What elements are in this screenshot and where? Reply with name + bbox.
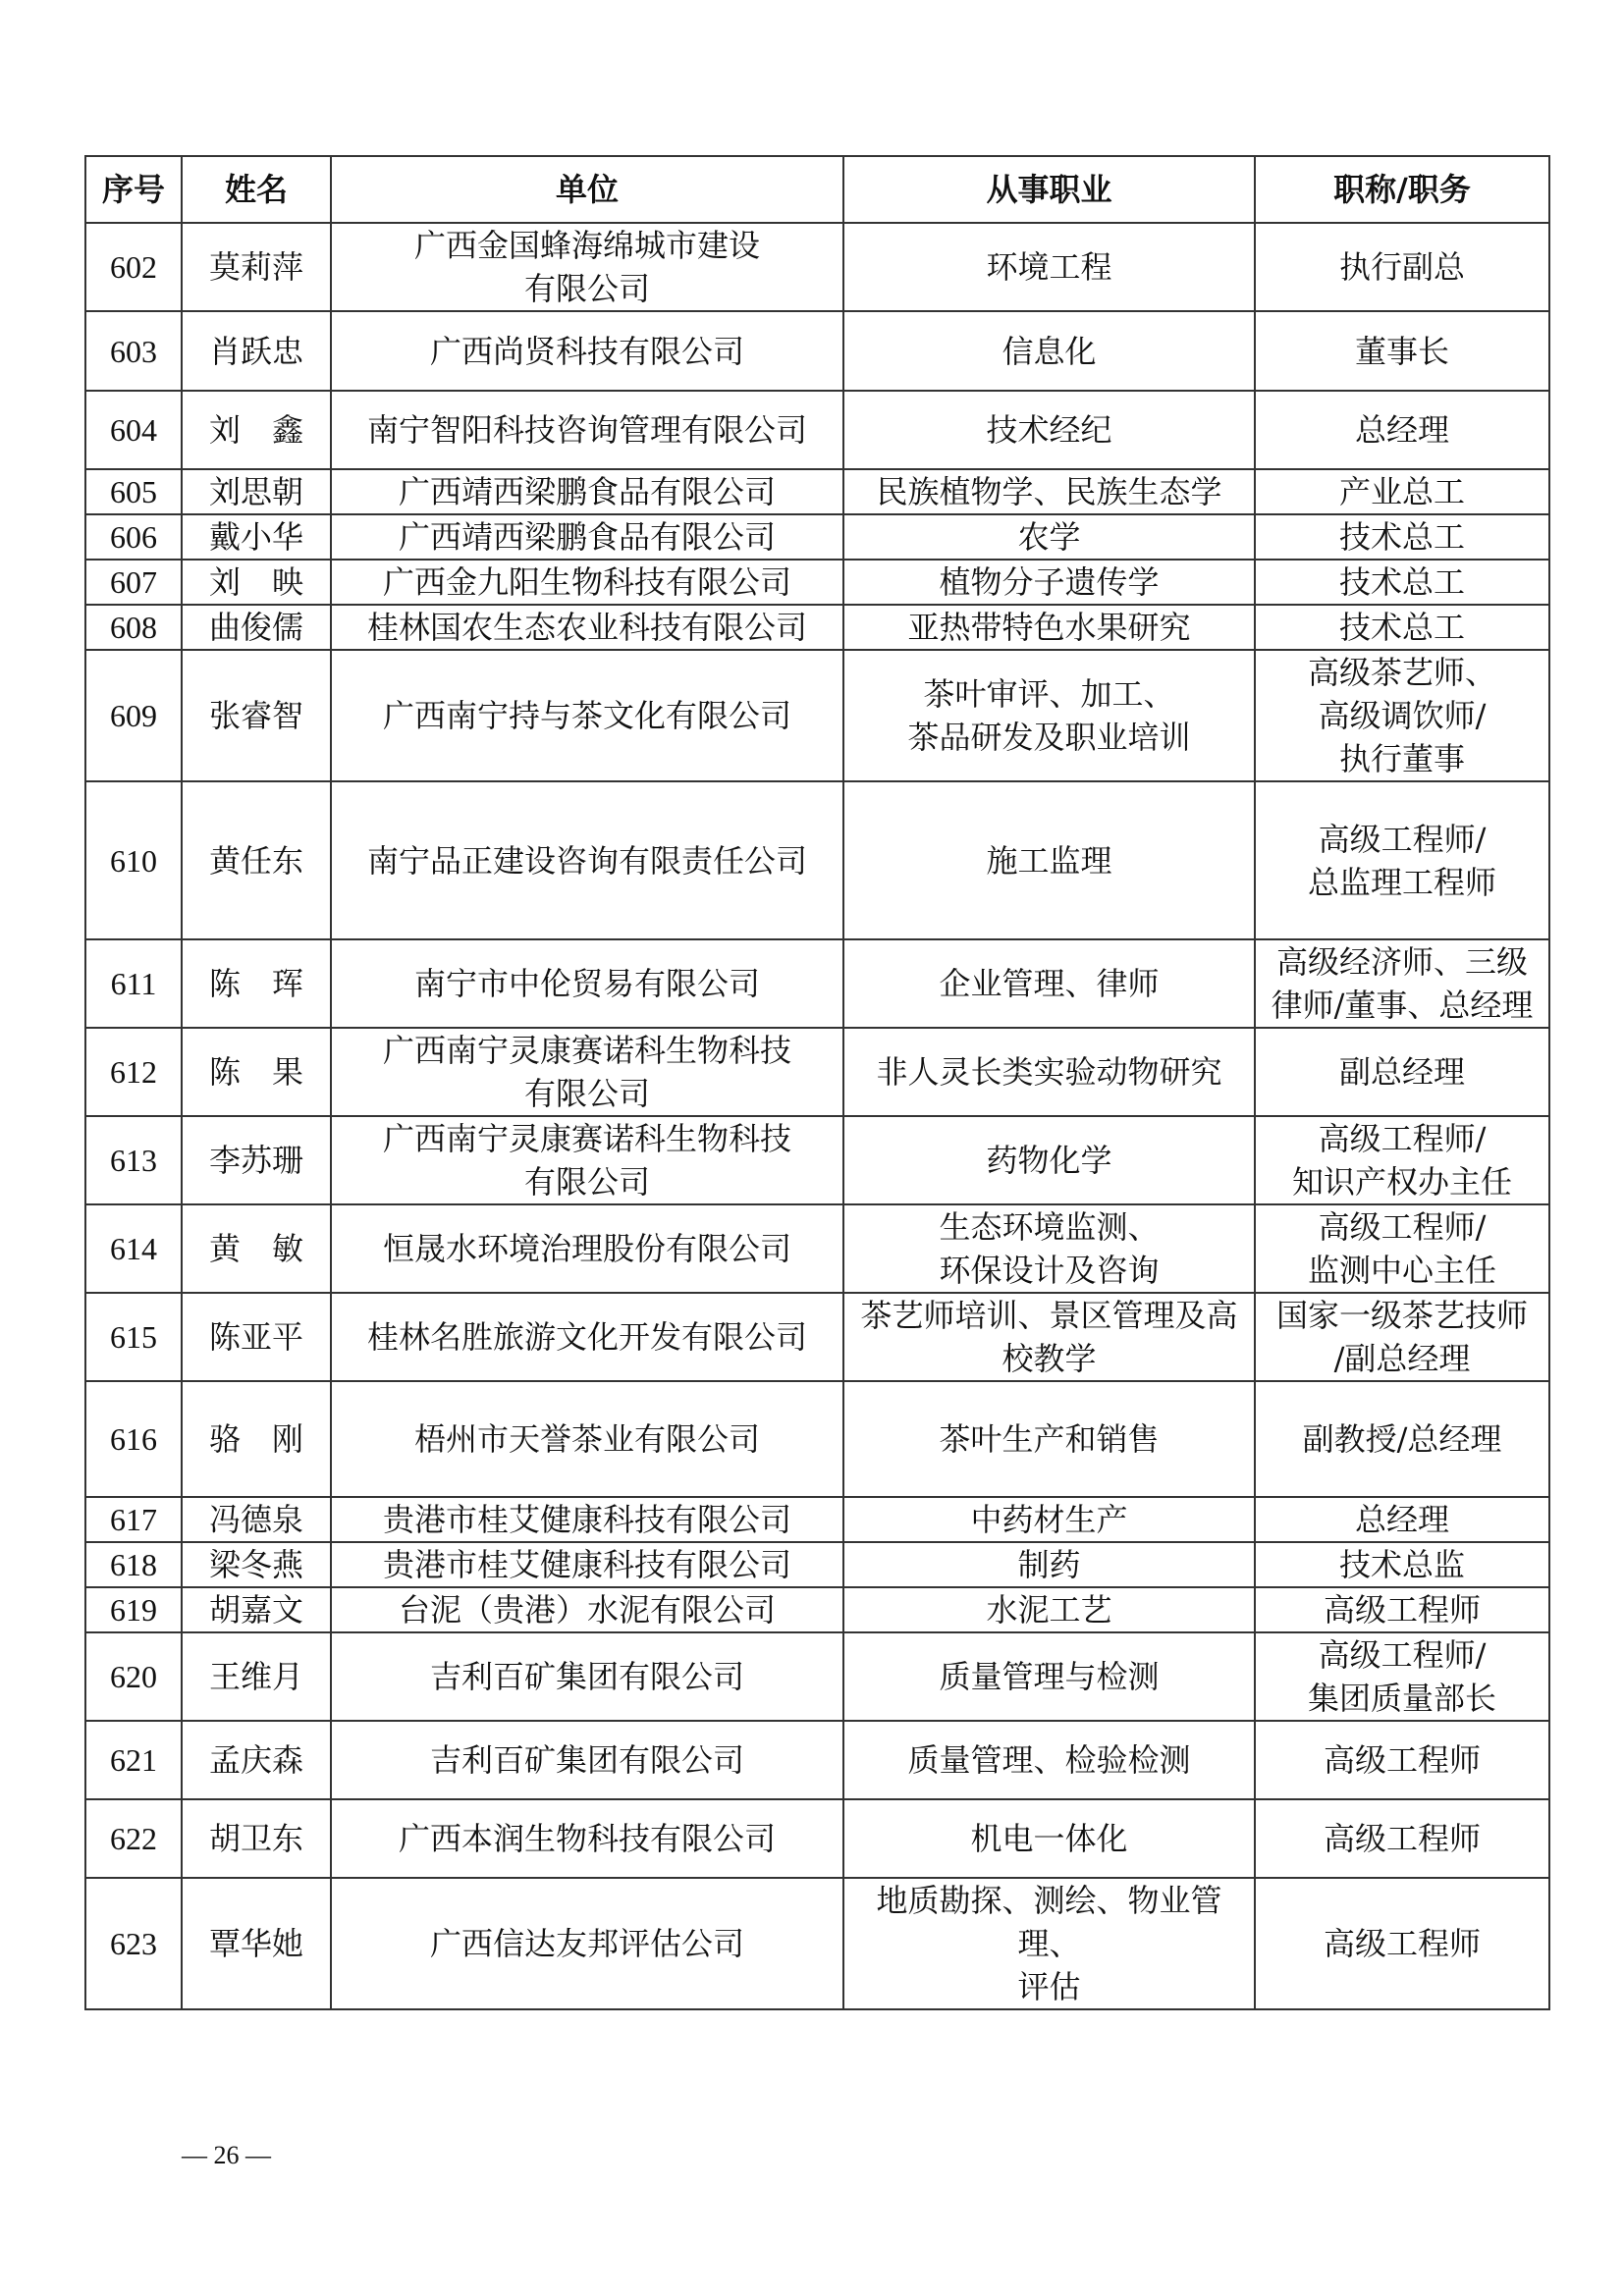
- cell-occupation: [843, 650, 1255, 781]
- cell-unit: [331, 1497, 843, 1542]
- cell-unit: [331, 781, 843, 939]
- cell-title-position: [1255, 469, 1549, 514]
- table-row: [85, 1799, 1549, 1878]
- cell-occupation: [843, 1116, 1255, 1204]
- cell-unit-line: 广西靖西梁鹏食品有限公司: [398, 473, 776, 510]
- cell-occupation: [843, 391, 1255, 469]
- cell-occupation-line: 评估: [1017, 1968, 1081, 2005]
- page-number: — 26 —: [182, 2141, 271, 2169]
- cell-name: 刘 鑫: [182, 391, 331, 469]
- cell-title-position: [1255, 223, 1549, 311]
- cell-serial-number: 605: [85, 469, 182, 514]
- cell-occupation-line: 环保设计及咨询: [939, 1252, 1160, 1289]
- cell-unit-line: 广西信达友邦评估公司: [429, 1925, 744, 1962]
- cell-serial-number: 616: [85, 1381, 182, 1497]
- cell-occupation-line: 质量管理与检测: [939, 1658, 1160, 1695]
- cell-unit: [331, 223, 843, 311]
- cell-name: 刘 映: [182, 560, 331, 605]
- table-row: [85, 650, 1549, 781]
- cell-occupation-line: 环境工程: [986, 248, 1112, 286]
- cell-unit-line: 台泥（贵港）水泥有限公司: [398, 1591, 776, 1629]
- cell-title-position-line: 高级调饮师/: [1318, 697, 1487, 734]
- cell-title-position: [1255, 1381, 1549, 1497]
- cell-title-position: [1255, 560, 1549, 605]
- cell-unit-line: 有限公司: [523, 270, 650, 307]
- cell-title-position: [1255, 781, 1549, 939]
- cell-occupation: [843, 1721, 1255, 1799]
- cell-title-position-line: 执行副总: [1338, 248, 1465, 286]
- cell-title-position-line: 高级工程师/: [1318, 820, 1487, 858]
- cell-unit: [331, 1293, 843, 1381]
- cell-name: 胡嘉文: [182, 1587, 331, 1632]
- cell-unit: [331, 1116, 843, 1204]
- table-row: [85, 1721, 1549, 1799]
- cell-occupation-line: 茶品研发及职业培训: [907, 719, 1191, 756]
- cell-occupation: [843, 514, 1255, 560]
- cell-title-position: [1255, 1028, 1549, 1116]
- cell-unit-line: 广西南宁灵康赛诺科生物科技: [382, 1032, 791, 1069]
- cell-serial-number: 610: [85, 781, 182, 939]
- cell-title-position: [1255, 1542, 1549, 1587]
- cell-title-position-line: 高级工程师: [1323, 1591, 1481, 1629]
- cell-occupation: [843, 1028, 1255, 1116]
- cell-occupation: [843, 939, 1255, 1028]
- cell-serial-number: 617: [85, 1497, 182, 1542]
- cell-unit-line: 南宁智阳科技咨询管理有限公司: [366, 411, 807, 449]
- cell-serial-number: 603: [85, 311, 182, 391]
- cell-title-position: [1255, 1204, 1549, 1293]
- cell-title-position: [1255, 1632, 1549, 1721]
- cell-occupation-line: 茶艺师培训、景区管理及高: [860, 1297, 1238, 1334]
- cell-serial-number: 613: [85, 1116, 182, 1204]
- cell-title-position-line: 高级茶艺师、: [1307, 654, 1496, 691]
- cell-name: 李苏珊: [182, 1116, 331, 1204]
- table-row: [85, 1587, 1549, 1632]
- cell-unit-line: 南宁市中伦贸易有限公司: [413, 965, 760, 1002]
- table-row: [85, 1293, 1549, 1381]
- cell-serial-number: 619: [85, 1587, 182, 1632]
- cell-serial-number: 602: [85, 223, 182, 311]
- cell-occupation-line: 植物分子遗传学: [939, 563, 1160, 601]
- cell-title-position-line: 技术总工: [1338, 563, 1465, 601]
- cell-title-position-line: 知识产权办主任: [1291, 1163, 1512, 1201]
- cell-unit: [331, 1632, 843, 1721]
- cell-unit-line: 贵港市桂艾健康科技有限公司: [382, 1546, 791, 1583]
- cell-unit: [331, 650, 843, 781]
- header-name: 姓名: [182, 156, 331, 223]
- cell-occupation-line: 水泥工艺: [986, 1591, 1112, 1629]
- table-body: [85, 223, 1549, 2009]
- cell-name: 刘思朝: [182, 469, 331, 514]
- cell-occupation: [843, 223, 1255, 311]
- cell-serial-number: 618: [85, 1542, 182, 1587]
- cell-occupation-line: 信息化: [1001, 332, 1097, 370]
- cell-name: 张睿智: [182, 650, 331, 781]
- cell-serial-number: 611: [85, 939, 182, 1028]
- header-unit: 单位: [331, 156, 843, 223]
- cell-occupation-line: 校教学: [1001, 1340, 1097, 1377]
- cell-unit: [331, 1799, 843, 1878]
- cell-title-position: [1255, 1497, 1549, 1542]
- cell-title-position-line: 产业总工: [1338, 473, 1465, 510]
- cell-occupation: [843, 781, 1255, 939]
- cell-name: 莫莉萍: [182, 223, 331, 311]
- cell-title-position: [1255, 1587, 1549, 1632]
- cell-unit-line: 有限公司: [523, 1075, 650, 1112]
- table-row: [85, 1381, 1549, 1497]
- cell-serial-number: 609: [85, 650, 182, 781]
- header-serial-number: 序号: [85, 156, 182, 223]
- cell-serial-number: 621: [85, 1721, 182, 1799]
- cell-occupation: [843, 1542, 1255, 1587]
- cell-occupation-line: 机电一体化: [970, 1820, 1128, 1857]
- cell-unit-line: 广西靖西梁鹏食品有限公司: [398, 518, 776, 556]
- cell-title-position: [1255, 1293, 1549, 1381]
- cell-unit: [331, 391, 843, 469]
- cell-serial-number: 612: [85, 1028, 182, 1116]
- cell-title-position: [1255, 1721, 1549, 1799]
- cell-serial-number: 607: [85, 560, 182, 605]
- cell-title-position-line: 集团质量部长: [1307, 1680, 1496, 1717]
- cell-name: 黄任东: [182, 781, 331, 939]
- cell-name: 胡卫东: [182, 1799, 331, 1878]
- cell-name: 王维月: [182, 1632, 331, 1721]
- cell-occupation: [843, 1497, 1255, 1542]
- cell-serial-number: 615: [85, 1293, 182, 1381]
- cell-occupation-line: 中药材生产: [970, 1501, 1128, 1538]
- cell-unit-line: 有限公司: [523, 1163, 650, 1201]
- cell-name: 孟庆森: [182, 1721, 331, 1799]
- cell-occupation-line: 亚热带特色水果研究: [907, 609, 1191, 646]
- cell-unit: [331, 514, 843, 560]
- cell-serial-number: 604: [85, 391, 182, 469]
- cell-name: 骆 刚: [182, 1381, 331, 1497]
- cell-unit-line: 广西南宁灵康赛诺科生物科技: [382, 1120, 791, 1157]
- cell-title-position-line: 总经理: [1354, 1501, 1449, 1538]
- cell-unit: [331, 1028, 843, 1116]
- cell-title-position-line: 副教授/总经理: [1302, 1420, 1502, 1458]
- table-row: [85, 1204, 1549, 1293]
- cell-title-position: [1255, 1799, 1549, 1878]
- cell-title-position-line: 总经理: [1354, 411, 1449, 449]
- table-row: [85, 1878, 1549, 2009]
- cell-name: 肖跃忠: [182, 311, 331, 391]
- cell-title-position: [1255, 514, 1549, 560]
- cell-title-position-line: 高级工程师: [1323, 1741, 1481, 1779]
- cell-unit: [331, 469, 843, 514]
- cell-unit-line: 南宁品正建设咨询有限责任公司: [366, 841, 807, 880]
- cell-title-position-line: 技术总工: [1338, 518, 1465, 556]
- cell-occupation-line: 茶叶审评、加工、: [923, 675, 1175, 713]
- header-title-position: 职称/职务: [1255, 156, 1549, 223]
- table-row: [85, 605, 1549, 650]
- cell-title-position-line: 高级工程师/: [1318, 1120, 1487, 1157]
- table-row: [85, 391, 1549, 469]
- cell-title-position: [1255, 391, 1549, 469]
- cell-occupation-line: 施工监理: [986, 841, 1112, 880]
- cell-unit: [331, 605, 843, 650]
- cell-serial-number: 606: [85, 514, 182, 560]
- cell-occupation-line: 茶叶生产和销售: [939, 1420, 1160, 1458]
- cell-name: 冯德泉: [182, 1497, 331, 1542]
- cell-unit: [331, 1542, 843, 1587]
- cell-title-position: [1255, 1116, 1549, 1204]
- cell-occupation-line: 企业管理、律师: [939, 965, 1160, 1002]
- table-row: [85, 514, 1549, 560]
- cell-occupation-line: 制药: [1017, 1546, 1081, 1583]
- cell-occupation: [843, 1632, 1255, 1721]
- cell-occupation-line: 地质勘探、测绘、物业管理、: [876, 1882, 1222, 1962]
- cell-title-position-line: 律师/董事、总经理: [1271, 987, 1534, 1024]
- cell-occupation: [843, 1381, 1255, 1497]
- cell-unit-line: 梧州市天誉茶业有限公司: [413, 1420, 760, 1458]
- table-row: [85, 939, 1549, 1028]
- cell-unit: [331, 1204, 843, 1293]
- cell-unit-line: 广西金九阳生物科技有限公司: [382, 563, 791, 601]
- table-row: [85, 1028, 1549, 1116]
- cell-serial-number: 620: [85, 1632, 182, 1721]
- personnel-table: [84, 155, 1550, 2010]
- cell-occupation-line: 民族植物学、民族生态学: [876, 473, 1222, 510]
- cell-occupation: [843, 1878, 1255, 2009]
- table-row: [85, 1116, 1549, 1204]
- cell-serial-number: 608: [85, 605, 182, 650]
- cell-serial-number: 622: [85, 1799, 182, 1878]
- cell-name: 覃华她: [182, 1878, 331, 2009]
- cell-title-position: [1255, 605, 1549, 650]
- cell-name: 陈亚平: [182, 1293, 331, 1381]
- cell-unit-line: 桂林国农生态农业科技有限公司: [366, 609, 807, 646]
- table-row: [85, 1497, 1549, 1542]
- cell-unit: [331, 1721, 843, 1799]
- cell-title-position-line: 技术总工: [1338, 609, 1465, 646]
- cell-title-position-line: 高级经济师、三级: [1275, 943, 1528, 981]
- cell-title-position: [1255, 1878, 1549, 2009]
- cell-unit: [331, 311, 843, 391]
- cell-title-position: [1255, 939, 1549, 1028]
- table-row: [85, 1632, 1549, 1721]
- cell-occupation-line: 药物化学: [986, 1142, 1112, 1179]
- cell-unit-line: 广西本润生物科技有限公司: [398, 1820, 776, 1857]
- cell-occupation: [843, 1204, 1255, 1293]
- cell-title-position: [1255, 650, 1549, 781]
- cell-occupation-line: 生态环境监测、: [939, 1208, 1160, 1246]
- cell-title-position-line: /副总经理: [1333, 1340, 1471, 1377]
- cell-unit-line: 广西金国蜂海绵城市建设: [413, 227, 760, 264]
- cell-unit-line: 吉利百矿集团有限公司: [429, 1741, 744, 1779]
- cell-name: 陈 果: [182, 1028, 331, 1116]
- cell-title-position-line: 副总经理: [1338, 1053, 1465, 1091]
- cell-title-position-line: 监测中心主任: [1307, 1252, 1496, 1289]
- cell-unit-line: 恒晟水环境治理股份有限公司: [382, 1230, 791, 1267]
- cell-title-position-line: 高级工程师/: [1318, 1636, 1487, 1674]
- cell-occupation: [843, 1293, 1255, 1381]
- cell-name: 梁冬燕: [182, 1542, 331, 1587]
- cell-unit: [331, 1381, 843, 1497]
- cell-occupation-line: 质量管理、检验检测: [907, 1741, 1191, 1779]
- cell-occupation: [843, 469, 1255, 514]
- cell-occupation: [843, 1587, 1255, 1632]
- cell-name: 陈 珲: [182, 939, 331, 1028]
- cell-title-position-line: 高级工程师: [1323, 1820, 1481, 1857]
- cell-unit: [331, 939, 843, 1028]
- cell-title-position-line: 执行董事: [1338, 740, 1465, 777]
- cell-unit: [331, 1878, 843, 2009]
- cell-occupation: [843, 605, 1255, 650]
- cell-name: 戴小华: [182, 514, 331, 560]
- cell-name: 曲俊儒: [182, 605, 331, 650]
- cell-name: 黄 敏: [182, 1204, 331, 1293]
- table-header-row: [85, 156, 1549, 223]
- cell-title-position-line: 高级工程师: [1323, 1925, 1481, 1962]
- table-row: [85, 469, 1549, 514]
- cell-occupation: [843, 311, 1255, 391]
- cell-unit-line: 广西南宁持与茶文化有限公司: [382, 697, 791, 734]
- cell-serial-number: 623: [85, 1878, 182, 2009]
- cell-occupation: [843, 1799, 1255, 1878]
- table-row: [85, 781, 1549, 939]
- cell-title-position-line: 总监理工程师: [1307, 863, 1496, 901]
- cell-unit-line: 贵港市桂艾健康科技有限公司: [382, 1501, 791, 1538]
- cell-unit-line: 吉利百矿集团有限公司: [429, 1658, 744, 1695]
- cell-title-position-line: 高级工程师/: [1318, 1208, 1487, 1246]
- table-row: [85, 1542, 1549, 1587]
- cell-title-position-line: 董事长: [1354, 332, 1449, 370]
- cell-title-position-line: 国家一级茶艺技师: [1275, 1297, 1528, 1334]
- cell-occupation-line: 非人灵长类实验动物研究: [876, 1053, 1222, 1091]
- cell-occupation-line: 农学: [1017, 518, 1081, 556]
- cell-occupation: [843, 560, 1255, 605]
- cell-unit: [331, 560, 843, 605]
- table-row: [85, 311, 1549, 391]
- cell-unit-line: 桂林名胜旅游文化开发有限公司: [366, 1318, 807, 1356]
- cell-title-position: [1255, 311, 1549, 391]
- table-row: [85, 560, 1549, 605]
- cell-unit-line: 广西尚贤科技有限公司: [429, 332, 744, 370]
- cell-title-position-line: 技术总监: [1338, 1546, 1465, 1583]
- table-row: [85, 223, 1549, 311]
- cell-serial-number: 614: [85, 1204, 182, 1293]
- cell-unit: [331, 1587, 843, 1632]
- cell-occupation-line: 技术经纪: [986, 411, 1112, 449]
- header-occupation: 从事职业: [843, 156, 1255, 223]
